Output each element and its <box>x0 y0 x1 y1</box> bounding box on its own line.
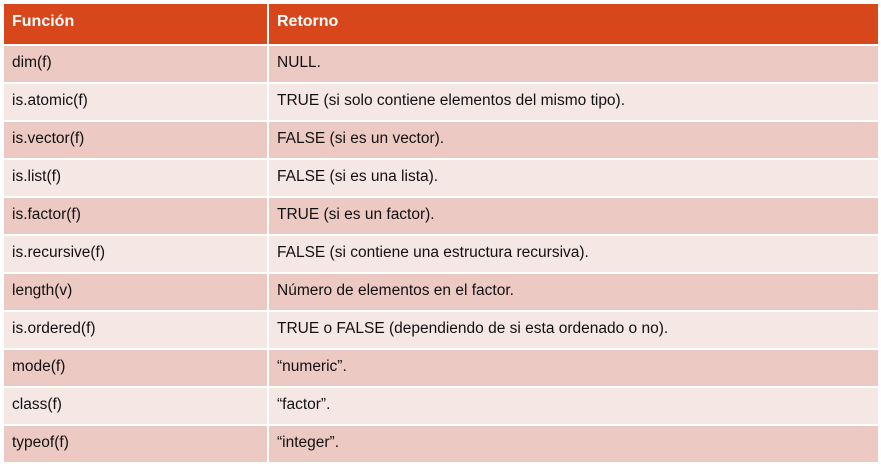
header-row <box>4 4 878 45</box>
functions-table <box>4 4 878 464</box>
table-header <box>4 4 878 45</box>
table-body <box>4 45 878 463</box>
table-row <box>4 159 878 197</box>
return-cell: FALSE (si contiene una estructura recursiva). <box>268 235 878 273</box>
table-row <box>4 387 878 425</box>
return-cell: “numeric”. <box>268 349 878 387</box>
return-cell: NULL. <box>268 45 878 83</box>
return-cell: “factor”. <box>268 387 878 425</box>
return-cell: TRUE (si es un factor). <box>268 197 878 235</box>
return-cell: “integer”. <box>268 425 878 463</box>
function-cell: mode(f) <box>4 349 268 387</box>
table-row <box>4 83 878 121</box>
header-retorno: Retorno <box>268 4 878 45</box>
table-row <box>4 425 878 463</box>
function-cell: class(f) <box>4 387 268 425</box>
function-cell: is.vector(f) <box>4 121 268 159</box>
return-cell: FALSE (si es una lista). <box>268 159 878 197</box>
function-cell: is.factor(f) <box>4 197 268 235</box>
return-cell: FALSE (si es un vector). <box>268 121 878 159</box>
function-cell: dim(f) <box>4 45 268 83</box>
table-row <box>4 273 878 311</box>
function-cell: is.list(f) <box>4 159 268 197</box>
table-row <box>4 197 878 235</box>
return-cell: TRUE o FALSE (dependiendo de si esta ordenado o no). <box>268 311 878 349</box>
function-cell: is.recursive(f) <box>4 235 268 273</box>
table-row <box>4 121 878 159</box>
table-row <box>4 311 878 349</box>
function-cell: typeof(f) <box>4 425 268 463</box>
function-cell: length(v) <box>4 273 268 311</box>
table-row <box>4 45 878 83</box>
function-cell: is.ordered(f) <box>4 311 268 349</box>
header-funcion: Función <box>4 4 268 45</box>
table-row <box>4 235 878 273</box>
return-cell: TRUE (si solo contiene elementos del mismo tipo). <box>268 83 878 121</box>
table-row <box>4 349 878 387</box>
return-cell: Número de elementos en el factor. <box>268 273 878 311</box>
function-cell: is.atomic(f) <box>4 83 268 121</box>
